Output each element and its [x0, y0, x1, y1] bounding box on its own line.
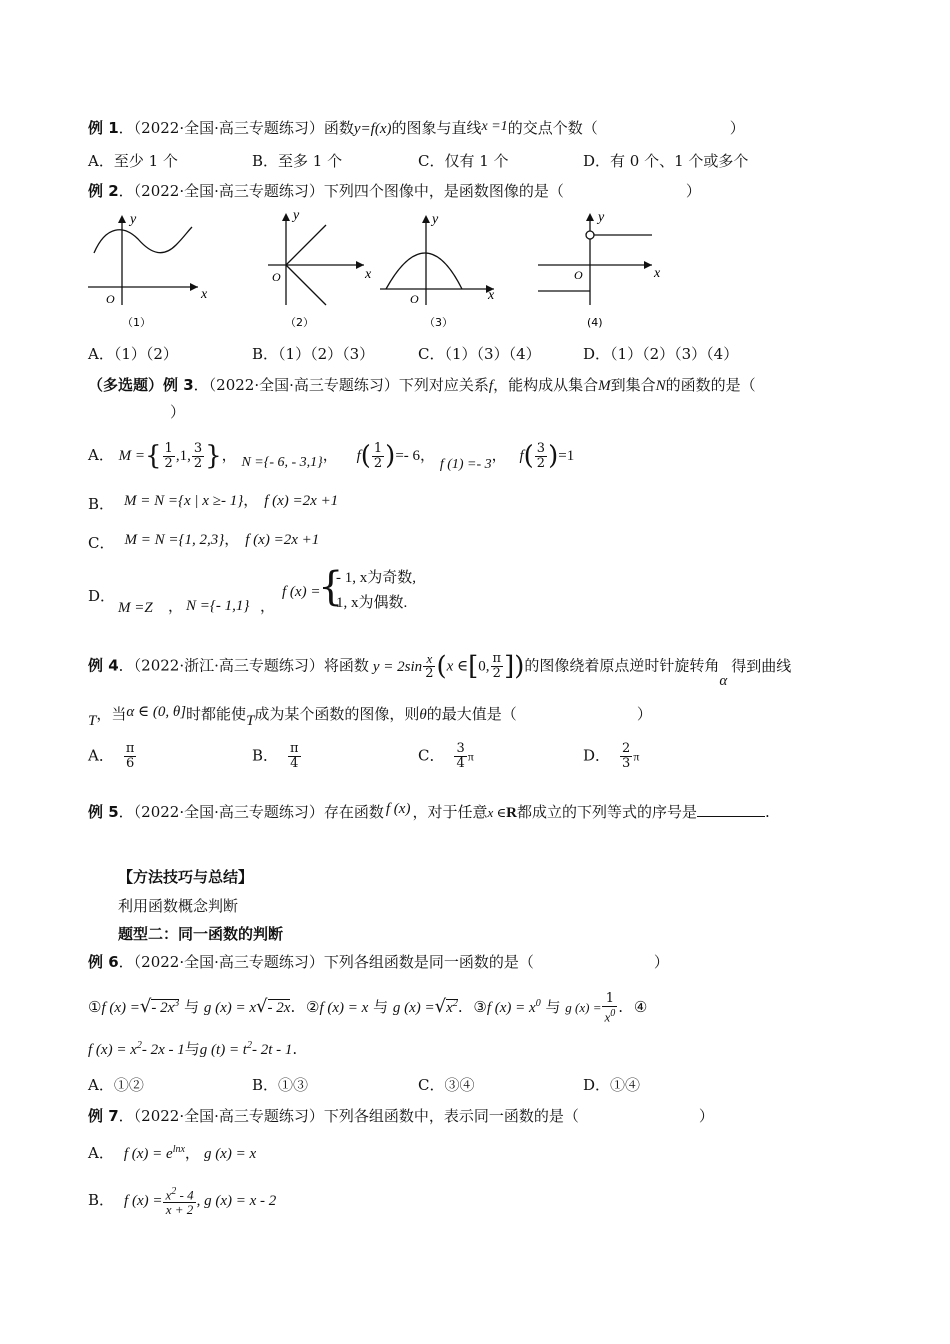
ex6-option-a[interactable]: A．①②: [88, 1076, 144, 1094]
ex1-option-b[interactable]: B．至多 1 个: [252, 152, 343, 170]
ex3-label: （多选题）例 3: [88, 376, 194, 394]
ex6-root1: - $2x^3$: [151, 998, 180, 1017]
graph-3: [380, 212, 495, 329]
ex4-option-b[interactable]: B． $\frac{\pi}{4}$: [252, 741, 299, 771]
svg-text:y: y: [432, 212, 439, 227]
graph-3-caption: （3）: [424, 316, 453, 329]
ex2-option-d[interactable]: D．（1）（2）（3）（4）: [583, 345, 739, 363]
svg-text:x: x: [654, 266, 661, 281]
ex6-option-c[interactable]: C．③④: [418, 1076, 475, 1094]
method-title: 【方法技巧与总结】: [118, 868, 254, 886]
ex1-option-a[interactable]: A．至少 1 个: [88, 152, 178, 170]
ex6-option-b[interactable]: B．①③: [252, 1076, 309, 1094]
ex4-question-line2: T，当α ∈ (0, θ]时都能使T成为某个函数的图像，则θ的最大值是（ ）: [88, 704, 652, 729]
graph-1: [88, 212, 208, 329]
ex3-option-d-f: f (x) =: [282, 584, 321, 600]
graph-1-caption: （1）: [122, 316, 151, 329]
ex6-label: 例 6: [88, 953, 119, 971]
graph-4-caption: (4): [587, 316, 603, 329]
ex3-option-c[interactable]: C． M = N ={1, 2,3}， f (x) =2x +1: [88, 530, 320, 552]
svg-text:O: O: [272, 270, 281, 284]
ex7-question: 例 7．（2022·全国·高三专题练习）下列各组函数中，表示同一函数的是（ ）: [88, 1107, 714, 1125]
svg-text:x: x: [365, 267, 372, 282]
method-body: 利用函数概念判断: [118, 897, 239, 915]
ex6-items-line1: ①f (x) =√- $2x^3$ 与 g (x) = x√- 2x. ②f (x) = x 与 g $(x) =√x^2$. ③f $(x) = x^0$ 与 g (x) = $\frac{1}{x^0}$ . ④: [88, 991, 648, 1025]
graph-4: [538, 210, 661, 329]
type2-title: 题型二：同一函数的判断: [118, 925, 284, 943]
ex4-label: 例 4: [88, 656, 119, 675]
ex1-question: 例 1．（2022·全国·高三专题练习）函数y=f(x)的图象与直线x =1的交点个数（ ）: [88, 119, 745, 137]
svg-text:y: y: [130, 212, 137, 227]
ex1-label: 例 1: [88, 119, 119, 137]
ex1-option-c[interactable]: C．仅有 1 个: [418, 152, 509, 170]
ex3-option-d-label[interactable]: D．: [88, 587, 116, 605]
ex2-option-a[interactable]: A．（1）（2）: [88, 345, 178, 363]
ex2-question: 例 2．（2022·全国·高三专题练习）下列四个图像中，是函数图像的是（ ）: [88, 182, 701, 200]
ex2-label: 例 2: [88, 182, 119, 200]
ex3-option-b[interactable]: B． M = N ={x | x ≥- 1}， f (x) =2x +1: [88, 491, 339, 513]
svg-text:O: O: [106, 292, 115, 306]
svg-text:y: y: [293, 208, 300, 223]
ex5-question: 例 5．（2022·全国·高三专题练习）存在函数 f (x) ，对于任意x ∈R都成立的下列等式的序号是 .: [88, 801, 770, 821]
ex5-label: 例 5: [88, 803, 119, 821]
ex3-close: ）: [170, 403, 186, 421]
ex4-option-d[interactable]: D． $\frac{2}{3}$ π: [583, 741, 640, 771]
ex6-option-d[interactable]: D．①④: [583, 1076, 641, 1094]
ex7-option-b[interactable]: B． f (x) = $\frac{x^2 - 4}{x + 2}$ , g (x) = x - 2: [88, 1185, 277, 1218]
ex4-option-a[interactable]: A． $\frac{\pi}{6}$: [88, 741, 135, 771]
ex7-label: 例 7: [88, 1107, 119, 1125]
ex3-option-a[interactable]: A． M ={ $\frac{1}{2}$ ,1, $\frac{3}{2}$ }， N ={- 6, - 3,1}， f( $\frac{1}{2}$ )=- 6， f (1) =- 3， f( $\frac{3}{2}$ )=1: [88, 440, 575, 472]
ex3-option-d-case1: - 1, x为奇数,: [336, 570, 416, 586]
ex3-question: （多选题）例 3．（2022·全国·高三专题练习）下列对应关系f，能构成从集合M到集合N的函数的是（: [88, 376, 756, 394]
ex3-option-d-m: M =Z: [118, 600, 153, 616]
ex2-option-b[interactable]: B．（1）（2）（3）: [252, 345, 375, 363]
graph-2: [268, 208, 372, 329]
ex6-question: 例 6．（2022·全国·高三专题练习）下列各组函数是同一函数的是（ ）: [88, 953, 669, 971]
ex2-option-c[interactable]: C．（1）（3）（4）: [418, 345, 541, 363]
ex5-answer-blank[interactable]: [697, 802, 765, 817]
ex2-graphs: [80, 205, 680, 335]
ex6-items-line2: f $(x) = x^2-$ 2x - 1与g $(t) = t^2-$ 2t - 1.: [88, 1040, 298, 1058]
svg-text:O: O: [410, 292, 419, 306]
svg-text:x: x: [488, 288, 495, 303]
ex3-option-d-case2: 1, x为偶数.: [336, 595, 408, 611]
svg-text:y: y: [598, 210, 605, 225]
svg-text:O: O: [574, 268, 583, 282]
ex4-option-c[interactable]: C． $\frac{3}{4}$ π: [418, 741, 474, 771]
ex4-question: 例 4．（2022·浙江·高三专题练习）将函数 y = 2sin $\frac{x}{2}$ (x ∈[0, $\frac{\pi}{2}$ ])的图像绕着原点逆时针旋转角α得到曲线: [88, 651, 792, 689]
svg-text:x: x: [201, 287, 208, 302]
ex1-option-d[interactable]: D．有 0 个、1 个或多个: [583, 152, 749, 170]
graph-2-caption: （2）: [285, 316, 314, 329]
ex7-option-a[interactable]: A． f $(x) = e^{lnx}$， g (x) = x: [88, 1144, 257, 1162]
ex3-option-d-n: N ={- 1,1}: [186, 598, 250, 614]
